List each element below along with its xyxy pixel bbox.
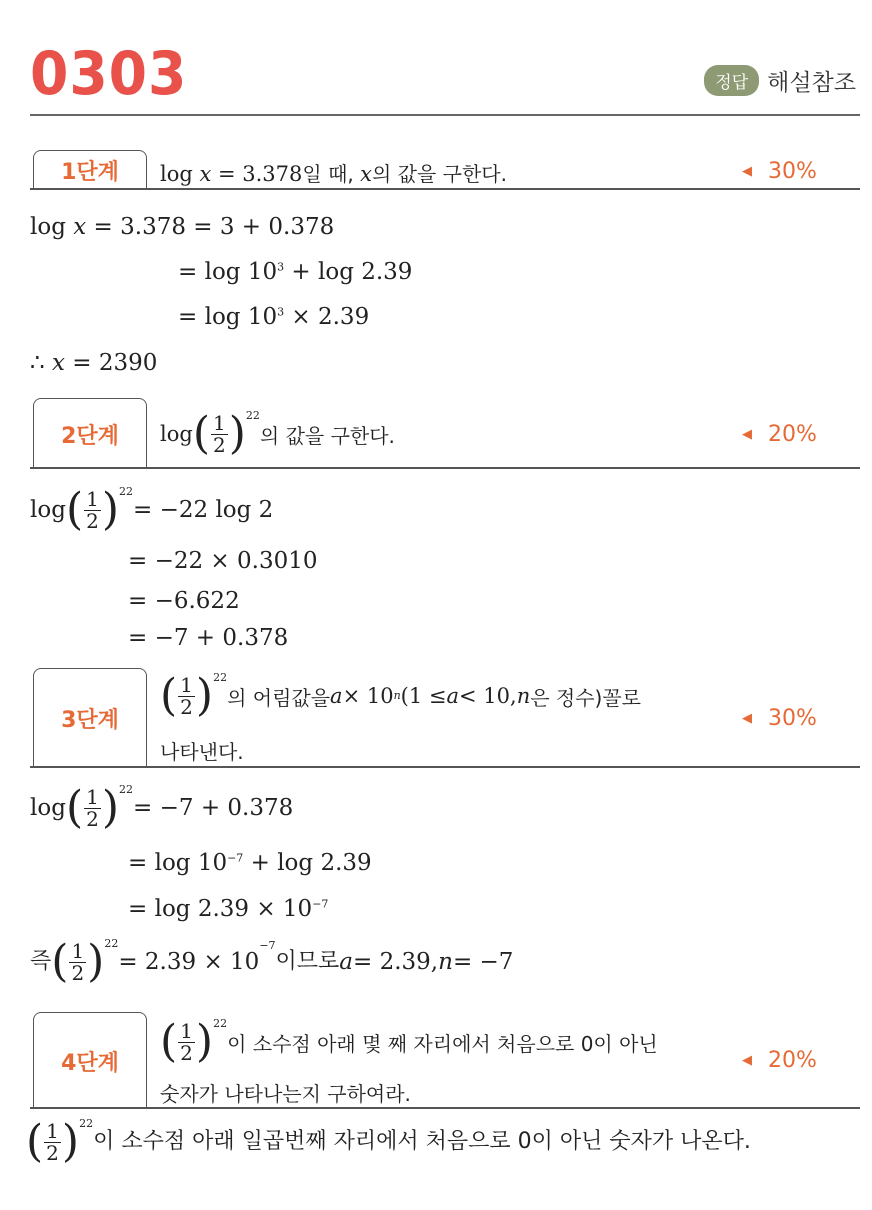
sol3-line4: 즉 ( $\frac{1}{2}$ ) 22 = 2.39 × 10 −7 이므로 a = 2.39, n = −7 bbox=[30, 936, 514, 987]
answer-reference bbox=[704, 64, 856, 97]
sol1-line4: ∴ x = 2390 bbox=[30, 350, 158, 376]
step-3-underline bbox=[30, 766, 860, 768]
step-1-underline bbox=[30, 188, 860, 190]
step-2-underline bbox=[30, 467, 860, 469]
step-2-label: 2단계 bbox=[33, 398, 147, 469]
step-3-text-line2: 나타낸다. bbox=[160, 740, 244, 764]
pointer-icon: ◀ bbox=[742, 1053, 752, 1068]
step-1-percent: ◀ 30% bbox=[742, 159, 817, 184]
sol2-line3: = −6.622 bbox=[128, 588, 240, 614]
answer-badge: 정답 bbox=[704, 65, 759, 96]
step-4-text-line1: ( $\frac{1}{2}$ ) 22 이 소수점 아래 몇 째 자리에서 처음으로 0이 아닌 bbox=[160, 1016, 658, 1067]
step-1-label: 1단계 bbox=[33, 150, 147, 189]
step-3-text-line1: ( $\frac{1}{2}$ ) 22 의 어림값을 a × 10 n (1 ≤ a < 10, n 은 정수)꼴로 bbox=[160, 670, 641, 721]
sol3-line3: = $\log 2.39 \times 10^{-7}$ bbox=[128, 896, 329, 922]
sol2-line1: log ( $\frac{1}{2}$ ) 22 = −22 log 2 bbox=[30, 484, 274, 535]
sol3-line2: = $\log 10^{-7} + \log 2.39$ bbox=[128, 850, 372, 876]
sol1-line1: log x = 3.378 = 3 + 0.378 bbox=[30, 214, 335, 240]
step-3-percent: ◀ 30% bbox=[742, 706, 817, 731]
sol2-line4: = −7 + 0.378 bbox=[128, 625, 289, 651]
pointer-icon: ◀ bbox=[742, 711, 752, 726]
header-rule bbox=[30, 114, 860, 116]
reference-label: 해설참조 bbox=[767, 70, 856, 96]
sol1-line3: = $\log 10^3 \times 2.39$ bbox=[178, 304, 370, 330]
step-1-text: log x = 3.378일 때, x의 값을 구한다. bbox=[160, 162, 507, 186]
sol3-line1: log ( $\frac{1}{2}$ ) 22 = −7 + 0.378 bbox=[30, 782, 294, 833]
step-4-label: 4단계 bbox=[33, 1012, 147, 1109]
pointer-icon: ◀ bbox=[742, 164, 752, 179]
step-4-underline bbox=[30, 1107, 860, 1109]
sol2-line2: = −22 × 0.3010 bbox=[128, 548, 318, 574]
sol1-line2: = $\log 10^3 + \log 2.39$ bbox=[178, 259, 413, 285]
pointer-icon: ◀ bbox=[742, 427, 752, 442]
step-3-label: 3단계 bbox=[33, 668, 147, 767]
problem-number: 0303 bbox=[30, 39, 188, 109]
step-4-text-line2: 숫자가 나타나는지 구하여라. bbox=[160, 1082, 411, 1106]
step-2-text: log ( $\frac{1}{2}$ ) 22 의 값을 구한다. bbox=[160, 408, 395, 459]
step-4-percent: ◀ 20% bbox=[742, 1048, 817, 1073]
step-2-percent: ◀ 20% bbox=[742, 422, 817, 447]
sol4-line1: ( $\frac{1}{2}$ ) 22 이 소수점 아래 일곱번째 자리에서 처음으로 0이 아닌 숫자가 나온다. bbox=[26, 1116, 751, 1167]
